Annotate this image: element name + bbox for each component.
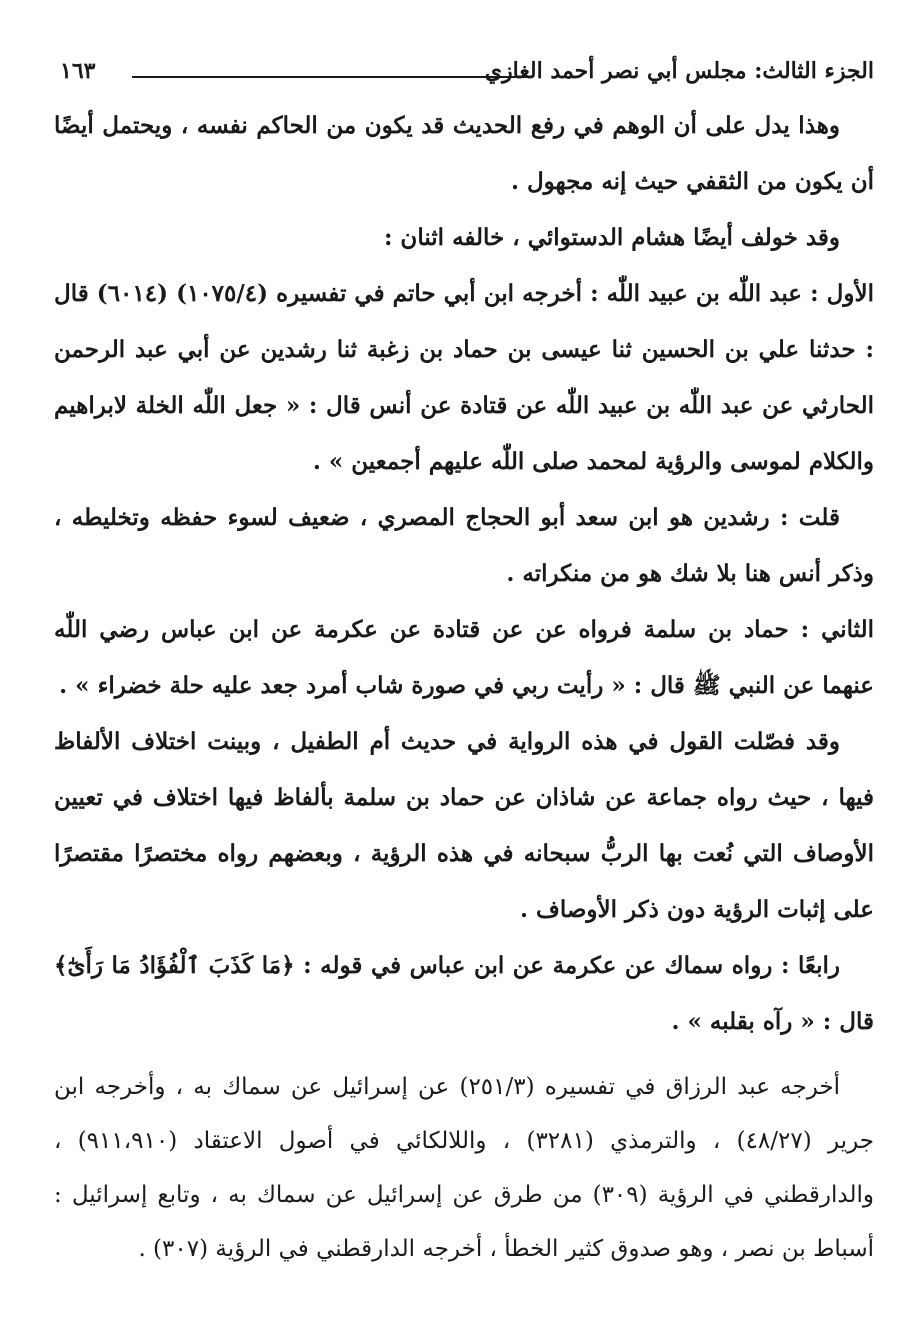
page-number: ١٦٣ (60, 58, 96, 84)
paragraph: قلت : رشدين هو ابن سعد أبو الحجاج المصري ، ضعيف لسوء حفظه وتخليطه ، وذكر أنس هنا بلا شك هو من منكراته . (54, 504, 874, 587)
paragraph: الأول : عبد اللّٰه بن عبيد اللّٰه : أخرجه ابن أبي حاتم في تفسيره (١٠٧٥/٤) (٦٠١٤) قال : حدثنا علي بن الحسين ثنا عيسى بن حماد بن زغبة ثنا رشدين عن أبي عبد الرحمن الحارثي عن عبد اللّٰه بن عبيد اللّٰه عن قتادة عن أنس قال : « جعل اللّٰه الخلة لابراهيم والكلام لموسى والرؤية لمحمد صلى اللّٰه عليهم أجمعين » . (54, 280, 874, 475)
document-page (54, 52, 874, 1312)
body-text (54, 98, 874, 1276)
header-rule (132, 76, 530, 78)
paragraph: رابعًا : رواه سماك عن عكرمة عن ابن عباس في قوله : ﴿مَا كَذَبَ ٱلْفُؤَادُ مَا رَأَىٰٓ﴾ قال : « رآه بقلبه » . (54, 952, 874, 1035)
paragraph: وهذا يدل على أن الوهم في رفع الحديث قد يكون من الحاكم نفسه ، ويحتمل أيضًا أن يكون من الثقفي حيث إنه مجهول . (54, 112, 874, 195)
running-header (54, 52, 874, 98)
paragraph: وقد خولف أيضًا هشام الدستوائي ، خالفه اثنان : (383, 224, 840, 251)
paragraph: الثاني : حماد بن سلمة فرواه عن عن قتادة عن عكرمة عن ابن عباس رضي اللّٰه عنهما عن النبي ﷺ قال : « رأيت ربي في صورة شاب أمرد جعد عليه حلة خضراء » . (54, 616, 874, 699)
footnote-paragraph: أخرجه عبد الرزاق في تفسيره (٢٥١/٣) عن إسرائيل عن سماك به ، وأخرجه ابن جرير (٤٨/٢٧) ، والترمذي (٣٢٨١) ، واللالكائي في أصول الاعتقاد (٩١١،٩١٠) ، والدارقطني في الرؤية (٣٠٩) من طرق عن إسرائيل عن سماك به ، وتابع إسرائيل : أسباط بن نصر ، وهو صدوق كثير الخطأ ، أخرجه الدارقطني في الرؤية (٣٠٧) . (54, 1074, 874, 1262)
paragraph: وقد فصّلت القول في هذه الرواية في حديث أم الطفيل ، وبينت اختلاف الألفاظ فيها ، حيث رواه جماعة عن شاذان عن حماد بن سلمة بألفاظ فيها اختلاف في تعيين الأوصاف التي نُعت بها الربُّ سبحانه في هذه الرؤية ، وبعضهم رواه مختصرًا مقتصرًا على إثبات الرؤية دون ذكر الأوصاف . (54, 728, 874, 923)
header-title: الجزء الثالث: مجلس أبي نصر أحمد الغازي (484, 58, 874, 84)
